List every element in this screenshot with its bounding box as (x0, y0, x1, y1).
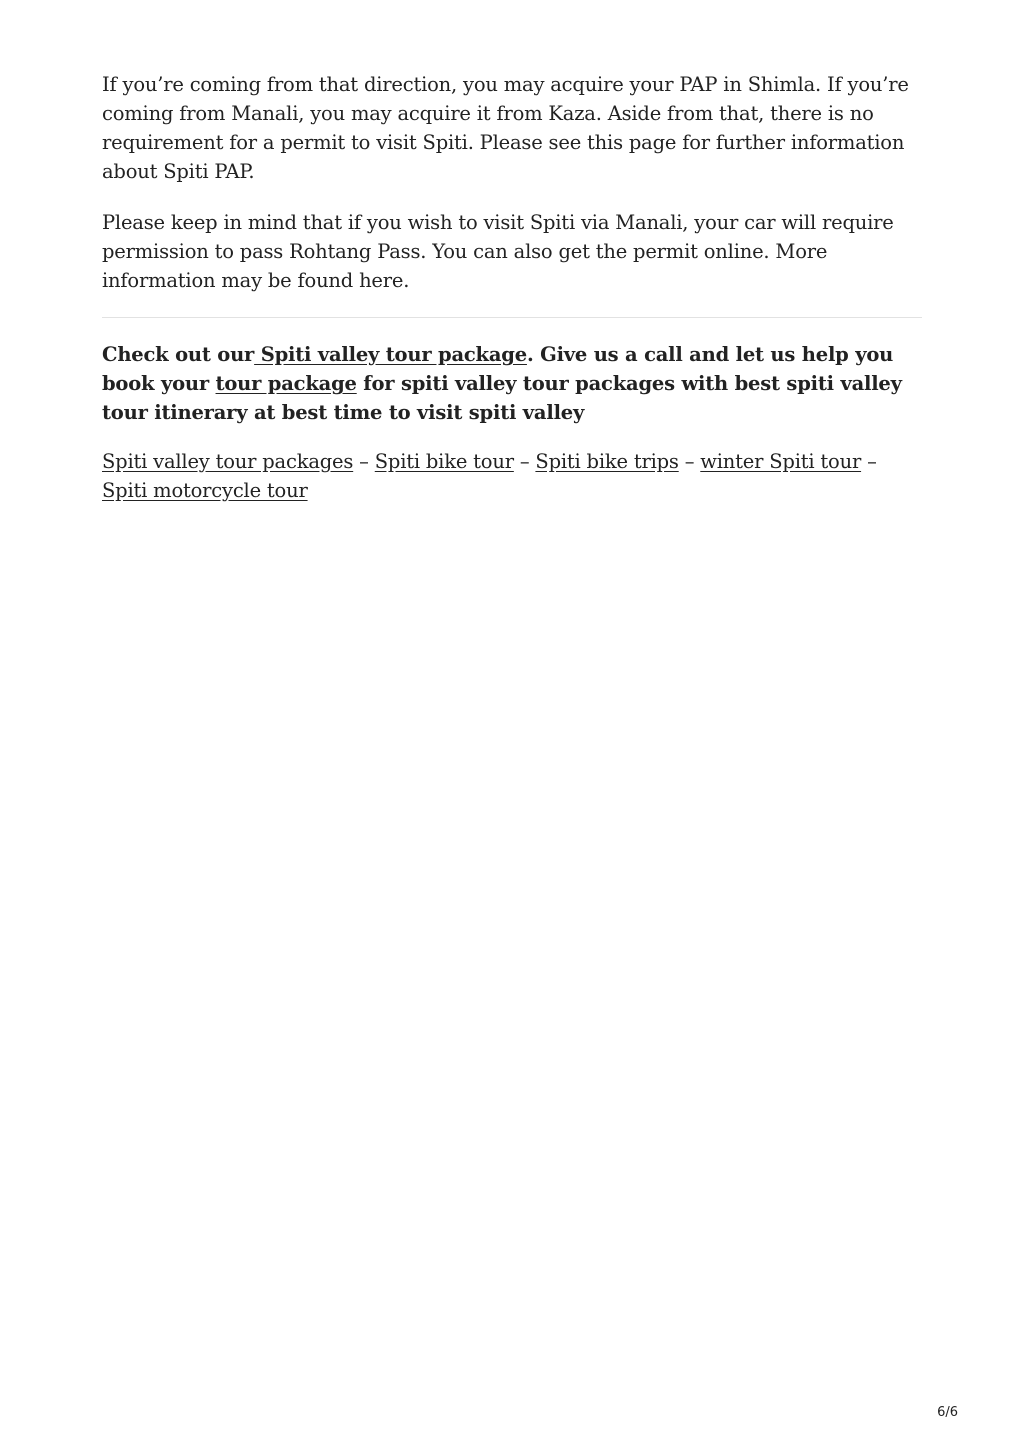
spiti-valley-tour-package-link[interactable]: Spiti valley tour package (254, 343, 527, 366)
call-to-action (102, 340, 922, 427)
paragraph-pap-info: If you’re coming from that direction, you may acquire your PAP in Shimla. If you’re coming from Manali, you may acquire it from Kaza. Aside from that, there is no requirement for a permit to visit Spiti. Please see this page for further information about Spiti PAP. (102, 73, 909, 183)
link-spiti-bike-tour[interactable]: Spiti bike tour (374, 450, 514, 473)
tour-package-link[interactable]: tour package (215, 372, 357, 395)
paragraph-rohtang-permit: Please keep in mind that if you wish to visit Spiti via Manali, your car will require permission to pass Rohtang Pass. You can also get the permit online. More information may be found here. (102, 211, 894, 292)
page-number: 6/6 (937, 1405, 958, 1420)
link-separator: – (513, 450, 536, 473)
link-spiti-valley-tour-packages[interactable]: Spiti valley tour packages (102, 450, 354, 473)
link-spiti-motorcycle-tour[interactable]: Spiti motorcycle tour (102, 479, 308, 502)
cta-suffix: for spiti valley tour packages with best spiti valley tour itinerary at best time to visit spiti valley (102, 372, 902, 424)
link-separator: – (678, 450, 701, 473)
link-separator: – (861, 450, 877, 473)
cta-prefix: Check out our (102, 343, 255, 366)
document-body (102, 70, 922, 505)
tour-links-line (102, 447, 922, 505)
link-spiti-bike-trips[interactable]: Spiti bike trips (535, 450, 679, 473)
link-separator: – (353, 450, 375, 473)
cta-middle: . Give us a call and let us help you book your (102, 343, 894, 395)
link-winter-spiti-tour[interactable]: winter Spiti tour (700, 450, 862, 473)
section-divider (102, 317, 922, 318)
